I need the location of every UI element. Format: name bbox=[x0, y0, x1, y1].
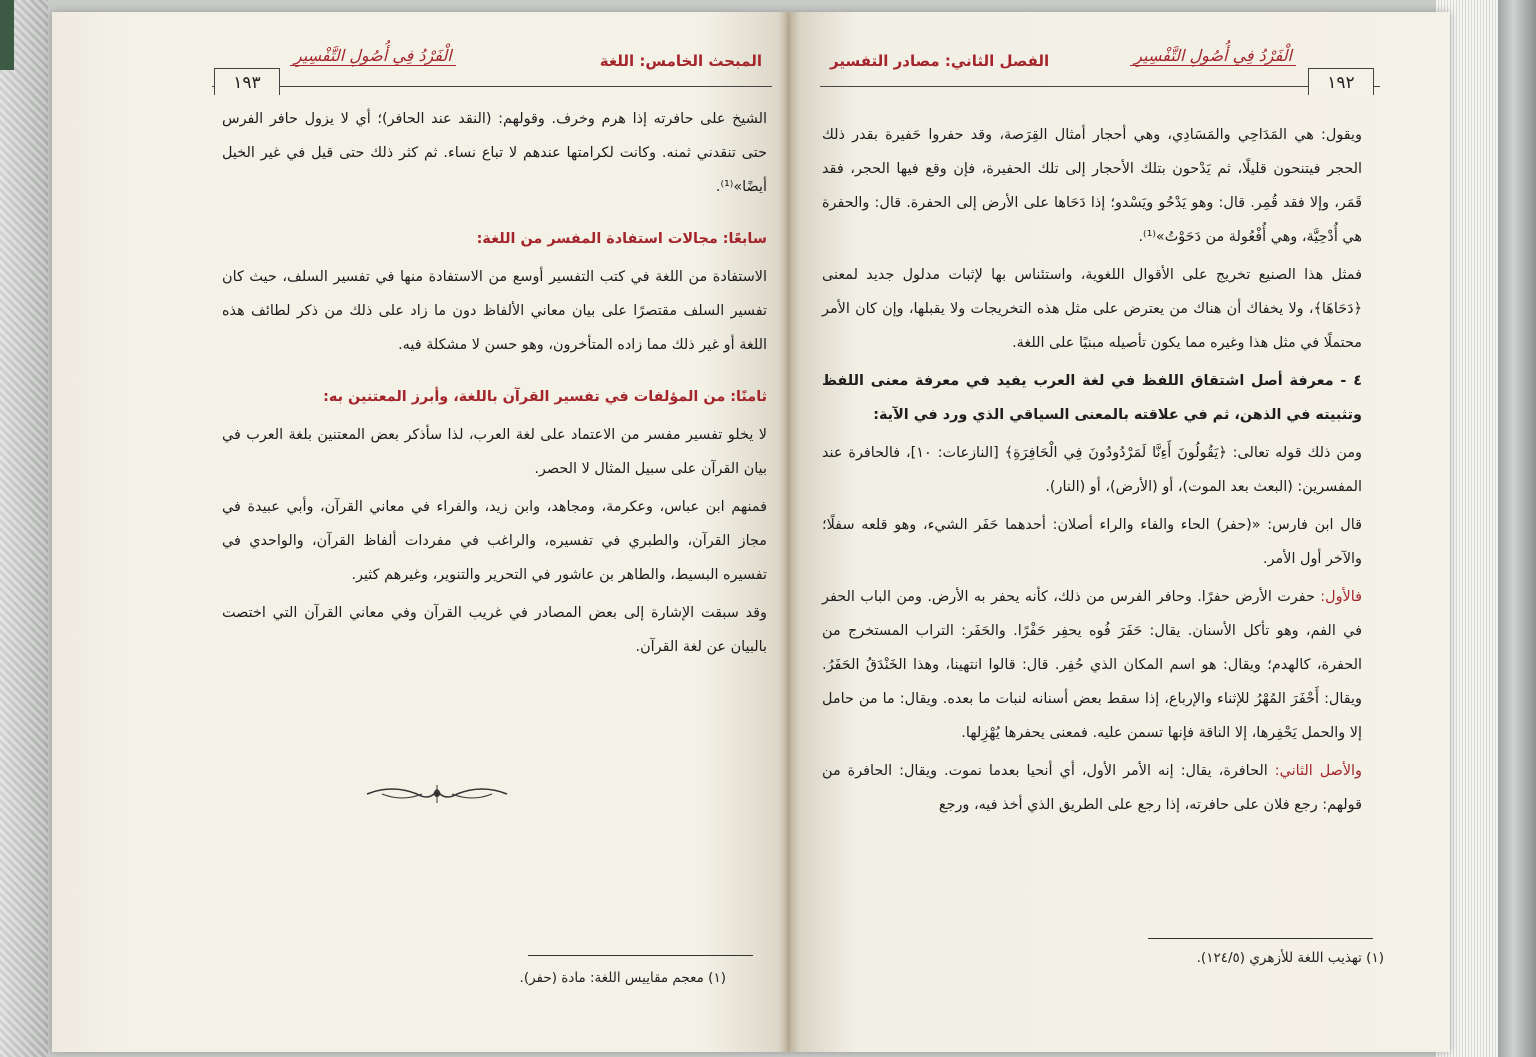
paragraph bbox=[822, 754, 1362, 822]
header-rule bbox=[212, 86, 772, 87]
section-heading: سابعًا: مجالات استفادة المفسر من اللغة: bbox=[476, 231, 767, 247]
paragraph: الشيخ على حافرته إذا هرم وخرف. وقولهم: (النقد عند الحافر)؛ أي لا يزول حافر الفرس حتى تنقدني ثمنه. وكانت لكرامتها عندهم لا تباع نساء. ثم كثر ذلك حتى قيل في غير الخيل أيضًا»⁽¹⁾. bbox=[222, 111, 767, 195]
paragraph-lead: فالأول: bbox=[1320, 589, 1362, 605]
footnote: (١) معجم مقاييس اللغة: مادة (حفر). bbox=[519, 970, 726, 986]
paragraph: وقد سبقت الإشارة إلى بعض المصادر في غريب القرآن وفي معاني القرآن التي اختصت بالبيان عن لغة القرآن. bbox=[222, 605, 767, 655]
header-rule bbox=[820, 86, 1380, 87]
series-title-logo: الْفَرْدُ فِي أُصُولِ التَّفْسِيرِ bbox=[290, 46, 456, 66]
book-edge-left bbox=[0, 0, 48, 1057]
paragraph: فمثل هذا الصنيع تخريج على الأقوال اللغوية، واستئناس بها لإثبات مدلول جديد لمعنى ﴿دَحَاهَا﴾، ولا يخفاك أن هناك من يعترض على مثل هذه التخريجات ولا يقبلها، وإن كان الأمر محتملًا في مثل هذا وغيره مما يكون تأصيله مبنيًا على اللغة. bbox=[822, 267, 1362, 351]
cover-strip bbox=[0, 0, 14, 70]
paragraph bbox=[822, 580, 1362, 750]
paragraph-lead: والأصل الثاني: bbox=[1274, 763, 1362, 779]
footnote-rule bbox=[1148, 938, 1373, 939]
page-number: ١٩٢ bbox=[1308, 68, 1374, 95]
paragraph: الاستفادة من اللغة في كتب التفسير أوسع من الاستفادة منها في تفسير السلف، حيث كان تفسير السلف مقتصرًا على بيان معاني الألفاظ دون ما زاد على ذلك من ذكر لطائف هذه اللغة أو غير ذلك مما زاده المتأخرون، وهو حسن لا مشكلة فيه. bbox=[222, 269, 767, 353]
book-gutter bbox=[778, 12, 800, 1052]
page-header bbox=[820, 42, 1380, 94]
left-page bbox=[52, 12, 790, 1052]
series-title-logo: الْفَرْدُ فِي أُصُولِ التَّفْسِيرِ bbox=[1130, 46, 1296, 66]
page-header bbox=[212, 42, 772, 94]
paragraph-text: الحافرة، يقال: إنه الأمر الأول، أي أنحيا بعدما نموت. ويقال: الحافرة من قولهم: رجع فلان على حافرته، إذا رجع على الطريق الذي أخذ فيه، ورجع bbox=[822, 763, 1362, 813]
section-heading: ثامنًا: من المؤلفات في تفسير القرآن باللغة، وأبرز المعتنين به: bbox=[323, 389, 767, 405]
numbered-point: ٤ - معرفة أصل اشتقاق اللفظ في لغة العرب يفيد في معرفة معنى اللفظ وتثبيته في الذهن، ثم في علاقته بالمعنى السياقي الذي ورد في الآية: bbox=[822, 373, 1362, 423]
paragraph: قال ابن فارس: «(حفر) الحاء والفاء والراء أصلان: أحدهما حَفَر الشيء، وهو قلعه سفلًا؛ والآخر أول الأمر. bbox=[822, 517, 1362, 567]
book-page-edges bbox=[1436, 0, 1536, 1057]
paragraph-text: حفرت الأرض حفرًا. وحافر الفرس من ذلك، كأنه يحفر به الأرض. ومن الباب الحفر في الفم، وهو تأكل الأسنان. يقال: حَفَرَ فُوه يحفِر حَفْرًا. والحَفَر: التراب المستخرج من الحفرة، كالهدم؛ ويقال: هو اسم المكان الذي حُفِر. قال: قالوا انتهينا، وهذا الخَنْدَقُ الحَفَرُ. ويقال: أَحْفَرَ المُهْرُ للإثناء والإرباع، إذا سقط بعض أسنانه لنبات ما بعده. ويقال: ما من حامل إلا والحمل يَحْفِرها، إلا الناقة فإنها تسمن عليه. فمعنى يحفرها يُهْزِلها. bbox=[822, 589, 1362, 741]
footnote: (١) تهذيب اللغة للأزهري (١٢٤/٥). bbox=[1196, 950, 1384, 966]
page-body bbox=[222, 102, 767, 668]
paragraph: ومن ذلك قوله تعالى: ﴿يَقُولُونَ أَءِنَّا لَمَرْدُودُونَ فِي الْحَافِرَةِ﴾ [النازعات: ١٠]، فالحافرة عند المفسرين: (البعث بعد الموت)، أو (الأرض)، أو (النار). bbox=[822, 445, 1362, 495]
paragraph: لا يخلو تفسير مفسر من الاعتماد على لغة العرب، لذا سأذكر بعض المعتنين بلغة العرب في بيان القرآن على سبيل المثال لا الحصر. bbox=[222, 427, 767, 477]
floral-divider-ornament-icon bbox=[362, 782, 512, 806]
section-title: المبحث الخامس: اللغة bbox=[599, 52, 762, 70]
book-cover bbox=[1498, 0, 1536, 1057]
footnote-rule bbox=[528, 955, 753, 956]
paragraph: فمنهم ابن عباس، وعكرمة، ومجاهد، وابن زيد، والفراء في معاني القرآن، وأبي عبيدة في مجاز القرآن، والطبري في تفسيره، والراغب في مفردات ألفاظ القرآن، والواحدي في تفسيره البسيط، والطاهر بن عاشور في التحرير والتنوير، وغيرهم كثير. bbox=[222, 499, 767, 583]
section-title: الفصل الثاني: مصادر التفسير bbox=[830, 52, 1050, 70]
page-number: ١٩٣ bbox=[214, 68, 280, 95]
right-page bbox=[790, 12, 1450, 1052]
paragraph: ويقول: هي المَدَاحِي والمَسَادِي، وهي أحجار أمثال القِرَصة، وقد حفروا حَفيرة بقدر ذلك الحجر فيتنحون قليلًا، ثم يَدْحون بتلك الأحجار إلى تلك الحفيرة، فإن وقع فيها الحجر، فقد قَمَر، وإلا فقد قُمِر. قال: وهو يَدْحُو ويَسْدو؛ إذا دَحَاها على الأرض إلى الحفرة. قال: والحفرة هي أُدْحِيَّة، وهي أُفْعُولة من دَحَوْتُ»⁽¹⁾. bbox=[822, 127, 1362, 245]
page-body bbox=[822, 118, 1362, 826]
